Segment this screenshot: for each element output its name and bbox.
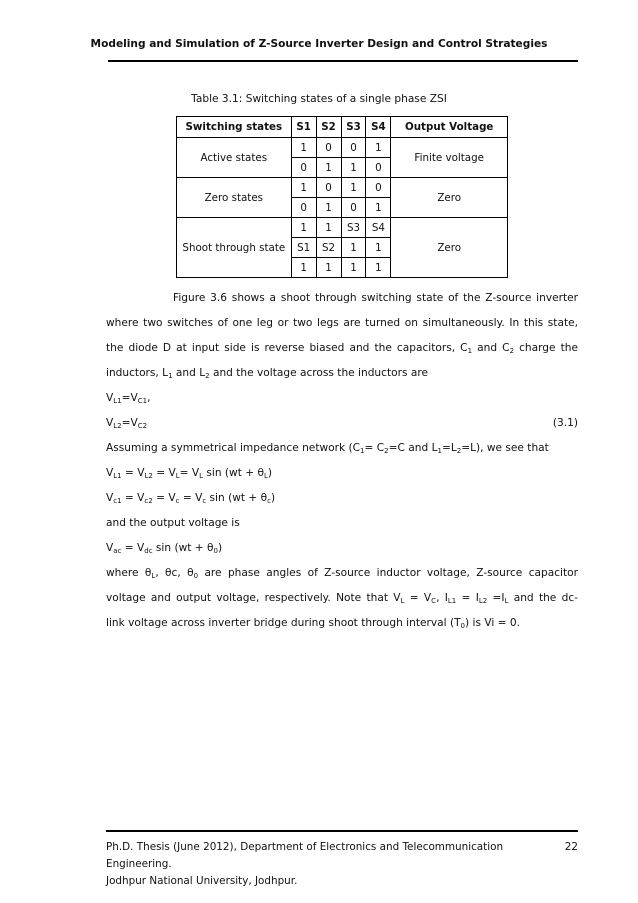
table-cell: 1: [341, 238, 366, 258]
table-cell: 1: [366, 238, 391, 258]
state-label: Zero states: [177, 178, 292, 218]
state-label: Shoot through state: [177, 218, 292, 278]
equation-vl: $V_{L1} = V_{L2} = V_L= V_L$ $\sin (wt + \theta_L)$: [106, 467, 273, 480]
table-row: [177, 218, 508, 238]
table-cell: 0: [316, 178, 341, 198]
col-header: S3: [341, 117, 366, 138]
table-cell: 1: [366, 198, 391, 218]
table-caption: Table 3.1: Switching states of a single phase ZSI: [191, 93, 447, 105]
col-header: S1: [291, 117, 316, 138]
table-row: [177, 138, 508, 158]
table-cell: 1: [341, 258, 366, 278]
table-cell: S4: [366, 218, 391, 238]
table-cell: 0: [366, 178, 391, 198]
paragraph-line: where two switches of one leg or two legs are turned on simultaneously. In this state,: [106, 317, 578, 329]
table-cell: 0: [291, 198, 316, 218]
footer-rule: [106, 830, 578, 832]
table-cell: 0: [291, 158, 316, 178]
output-cell: Zero: [391, 218, 508, 278]
header-rule: [108, 60, 578, 62]
table-cell: 1: [316, 258, 341, 278]
col-header: S2: [316, 117, 341, 138]
table-cell: S3: [341, 218, 366, 238]
paragraph-line: link voltage across inverter bridge during shoot through interval $(T_0)$ is Vi = 0.: [106, 617, 521, 630]
equation-vc: $V_{c1} = V_{c2} = V_c = V_c$ $\sin (wt + \theta_c)$: [106, 492, 276, 505]
table-cell: S2: [316, 238, 341, 258]
state-label: Active states: [177, 138, 292, 178]
table-cell: S1: [291, 238, 316, 258]
page-footer: [106, 839, 578, 890]
table-cell: 1: [291, 258, 316, 278]
paragraph-line: voltage and output voltage, respectively. Note that $V_L = V_C$, $I_{L1} = I_{L2} =I_L$ and the dc-: [106, 592, 578, 605]
page-number: 22: [564, 841, 578, 853]
table-cell: 1: [341, 158, 366, 178]
running-header: Modeling and Simulation of Z-Source Inverter Design and Control Strategies: [90, 38, 548, 50]
table-cell: 1: [341, 178, 366, 198]
equation-vac: $V_{ac} = V_{dc}$ $\sin (wt + \theta_0)$: [106, 542, 223, 555]
table-row: [177, 178, 508, 198]
table-cell: 1: [291, 218, 316, 238]
table-cell: 1: [316, 198, 341, 218]
table-cell: 0: [341, 198, 366, 218]
col-header: Switching states: [177, 117, 292, 138]
switching-states-table: [176, 116, 508, 278]
paragraph-line: where $\theta_L$, θc, $\theta_0$ are phase angles of Z-source inductor voltage, Z-source capacitor: [106, 567, 578, 580]
body-text: [106, 286, 578, 636]
paragraph-line: Assuming a symmetrical impedance network ($C_1= C_2=C$ and $L_1=L_2=L$), we see that: [106, 442, 549, 455]
paragraph-line: Figure 3.6 shows a shoot through switching state of the Z-source inverter: [173, 292, 578, 304]
table-header-row: [177, 117, 508, 138]
equation-vl2: $V_{L2}=V_{C2}$ (3.1): [106, 411, 578, 436]
table-cell: 1: [366, 138, 391, 158]
footer-line: Jodhpur National University, Jodhpur.: [106, 875, 298, 887]
table-cell: 1: [366, 258, 391, 278]
table-cell: 1: [316, 218, 341, 238]
footer-line: Ph.D. Thesis (June 2012), Department of Electronics and Telecommunication Engineering.: [106, 841, 504, 870]
col-header: S4: [366, 117, 391, 138]
output-cell: Finite voltage: [391, 138, 508, 178]
paragraph-line: the diode D at input side is reverse biased and the capacitors, $C_1$ and $C_2$ charge the: [106, 342, 579, 355]
equation-number: (3.1): [552, 417, 578, 429]
paragraph-line: and the output voltage is: [106, 517, 240, 529]
table-cell: 0: [341, 138, 366, 158]
table-cell: 1: [291, 178, 316, 198]
output-cell: Zero: [391, 178, 508, 218]
table-cell: 0: [316, 138, 341, 158]
table-cell: 1: [316, 158, 341, 178]
equation-vl1: $V_{L1}=V_{C1}$,: [106, 392, 151, 405]
table-cell: 1: [291, 138, 316, 158]
table-cell: 0: [366, 158, 391, 178]
col-header: Output Voltage: [391, 117, 508, 138]
paragraph-line: inductors, $L_1$ and $L_2$ and the voltage across the inductors are: [106, 367, 428, 380]
